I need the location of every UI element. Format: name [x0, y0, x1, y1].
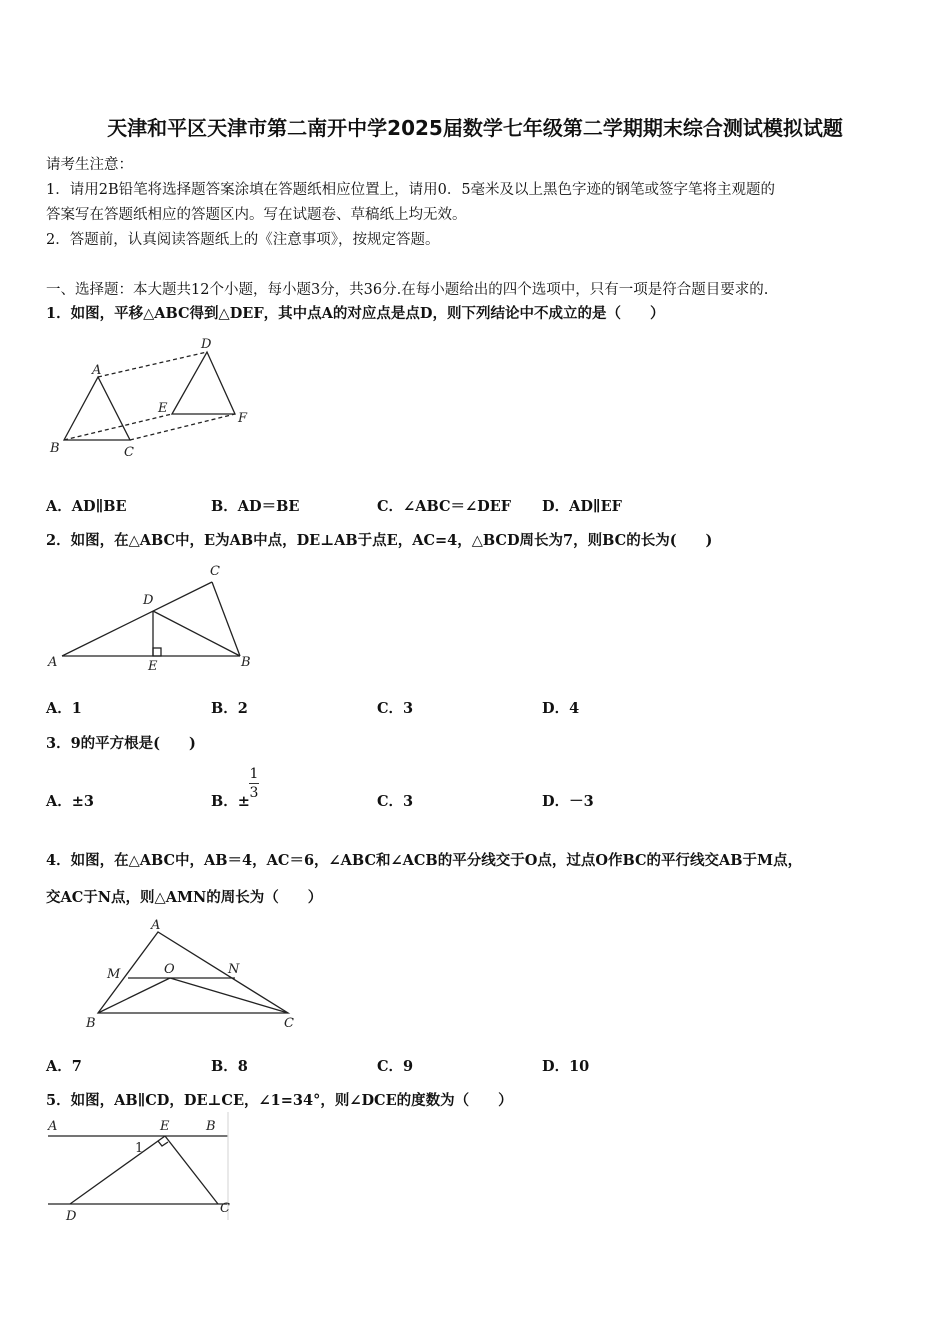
question-5-figure — [40, 1112, 240, 1224]
label-a: A — [151, 918, 161, 933]
segment-cb — [212, 582, 240, 656]
label-c: C — [124, 445, 134, 460]
q1-option-b: B．AD＝BE — [211, 498, 300, 515]
label-m: M — [107, 967, 121, 982]
label-e: E — [160, 1119, 170, 1134]
label-b: B — [206, 1119, 216, 1134]
right-angle-mark — [153, 648, 161, 656]
segment-ed — [70, 1136, 165, 1204]
label-f: F — [238, 411, 248, 426]
label-c: C — [284, 1016, 294, 1031]
label-a: A — [48, 655, 58, 670]
q2-option-d: D．4 — [542, 700, 580, 717]
label-d: D — [201, 337, 212, 352]
question-1-stem: 1．如图，平移△ABC得到△DEF，其中点A的对应点是点D，则下列结论中不成立的是（ ） — [46, 305, 665, 322]
section-heading: 一、选择题：本大题共12个小题，每小题3分，共36分.在每小题给出的四个选项中，只有一项是符合题目要求的. — [46, 282, 769, 298]
triangle-abc — [98, 932, 288, 1013]
question-4-stem-a: 4．如图，在△ABC中，AB＝4，AC＝6，∠ABC和∠ACB的平分线交于O点，过点O作BC的平行线交AB于M点， — [46, 852, 803, 869]
question-2-stem: 2．如图，在△ABC中，E为AB中点，DE⊥AB于点E，AC=4，△BCD周长为7，则BC的长为( ) — [46, 532, 713, 549]
label-b: B — [241, 655, 251, 670]
q2-option-a: A．1 — [46, 700, 82, 717]
q2-option-c: C．3 — [377, 700, 414, 717]
label-a: A — [92, 363, 102, 378]
q3-option-c: C．3 — [377, 793, 414, 810]
q1-option-d: D．AD∥EF — [542, 498, 622, 515]
segment-bo — [98, 978, 170, 1013]
notice-heading: 请考生注意： — [46, 157, 133, 173]
label-e: E — [148, 659, 158, 674]
fraction-denominator: 3 — [249, 785, 259, 801]
label-angle-1: 1 — [135, 1141, 144, 1156]
segment-db — [153, 611, 240, 656]
question-4-figure — [80, 915, 310, 1035]
q4-option-b: B．8 — [211, 1058, 248, 1075]
fraction-numerator: 1 — [249, 766, 259, 782]
question-3-stem: 3．9的平方根是( ) — [46, 735, 196, 752]
label-b: B — [50, 441, 60, 456]
q2-option-b: B．2 — [211, 700, 248, 717]
question-4-stem-b: 交AC于N点，则△AMN的周长为（ ） — [46, 889, 323, 906]
dashed-ad — [98, 352, 207, 377]
question-2-figure — [40, 560, 270, 680]
notice-item-1a: 1．请用2B铅笔将选择题答案涂填在答题纸相应位置上，请用0．5毫米及以上黑色字迹的钢笔或签字笔将主观题的 — [46, 182, 776, 198]
segment-oc — [170, 978, 288, 1013]
segment-ac — [62, 582, 212, 656]
q1-option-c: C．∠ABC＝∠DEF — [377, 498, 512, 515]
fraction-bar — [249, 783, 259, 784]
q3-option-d: D．－3 — [542, 793, 594, 810]
label-c: C — [210, 564, 220, 579]
q3-option-b: B．± — [211, 793, 250, 810]
q4-option-c: C．9 — [377, 1058, 414, 1075]
label-a: A — [48, 1119, 58, 1134]
notice-item-2: 2．答题前，认真阅读答题纸上的《注意事项》，按规定答题。 — [46, 232, 440, 248]
label-d: D — [66, 1209, 77, 1224]
label-d: D — [143, 593, 154, 608]
q4-option-a: A．7 — [46, 1058, 82, 1075]
dashed-cf — [130, 414, 235, 440]
triangle-def — [172, 352, 235, 414]
notice-item-1b: 答案写在答题纸相应的答题区内。写在试题卷、草稿纸上均无效。 — [46, 207, 467, 223]
segment-ec — [165, 1136, 218, 1204]
q3-option-a: A．±3 — [46, 793, 94, 810]
label-o: O — [164, 962, 175, 977]
question-1-figure — [40, 332, 270, 462]
question-5-stem: 5．如图，AB∥CD，DE⊥CE，∠1=34°，则∠DCE的度数为（ ） — [46, 1092, 513, 1109]
q3-fraction — [249, 766, 259, 801]
q1-option-a: A．AD∥BE — [46, 498, 127, 515]
right-angle-mark — [158, 1141, 168, 1146]
label-e: E — [158, 401, 168, 416]
exam-title: 天津和平区天津市第二南开中学2025届数学七年级第二学期期末综合测试模拟试题 — [107, 116, 843, 140]
label-b: B — [86, 1016, 96, 1031]
label-c: C — [220, 1201, 230, 1216]
label-n: N — [228, 962, 240, 977]
triangle-abc — [64, 377, 130, 440]
q4-option-d: D．10 — [542, 1058, 590, 1075]
dashed-be — [64, 414, 172, 440]
